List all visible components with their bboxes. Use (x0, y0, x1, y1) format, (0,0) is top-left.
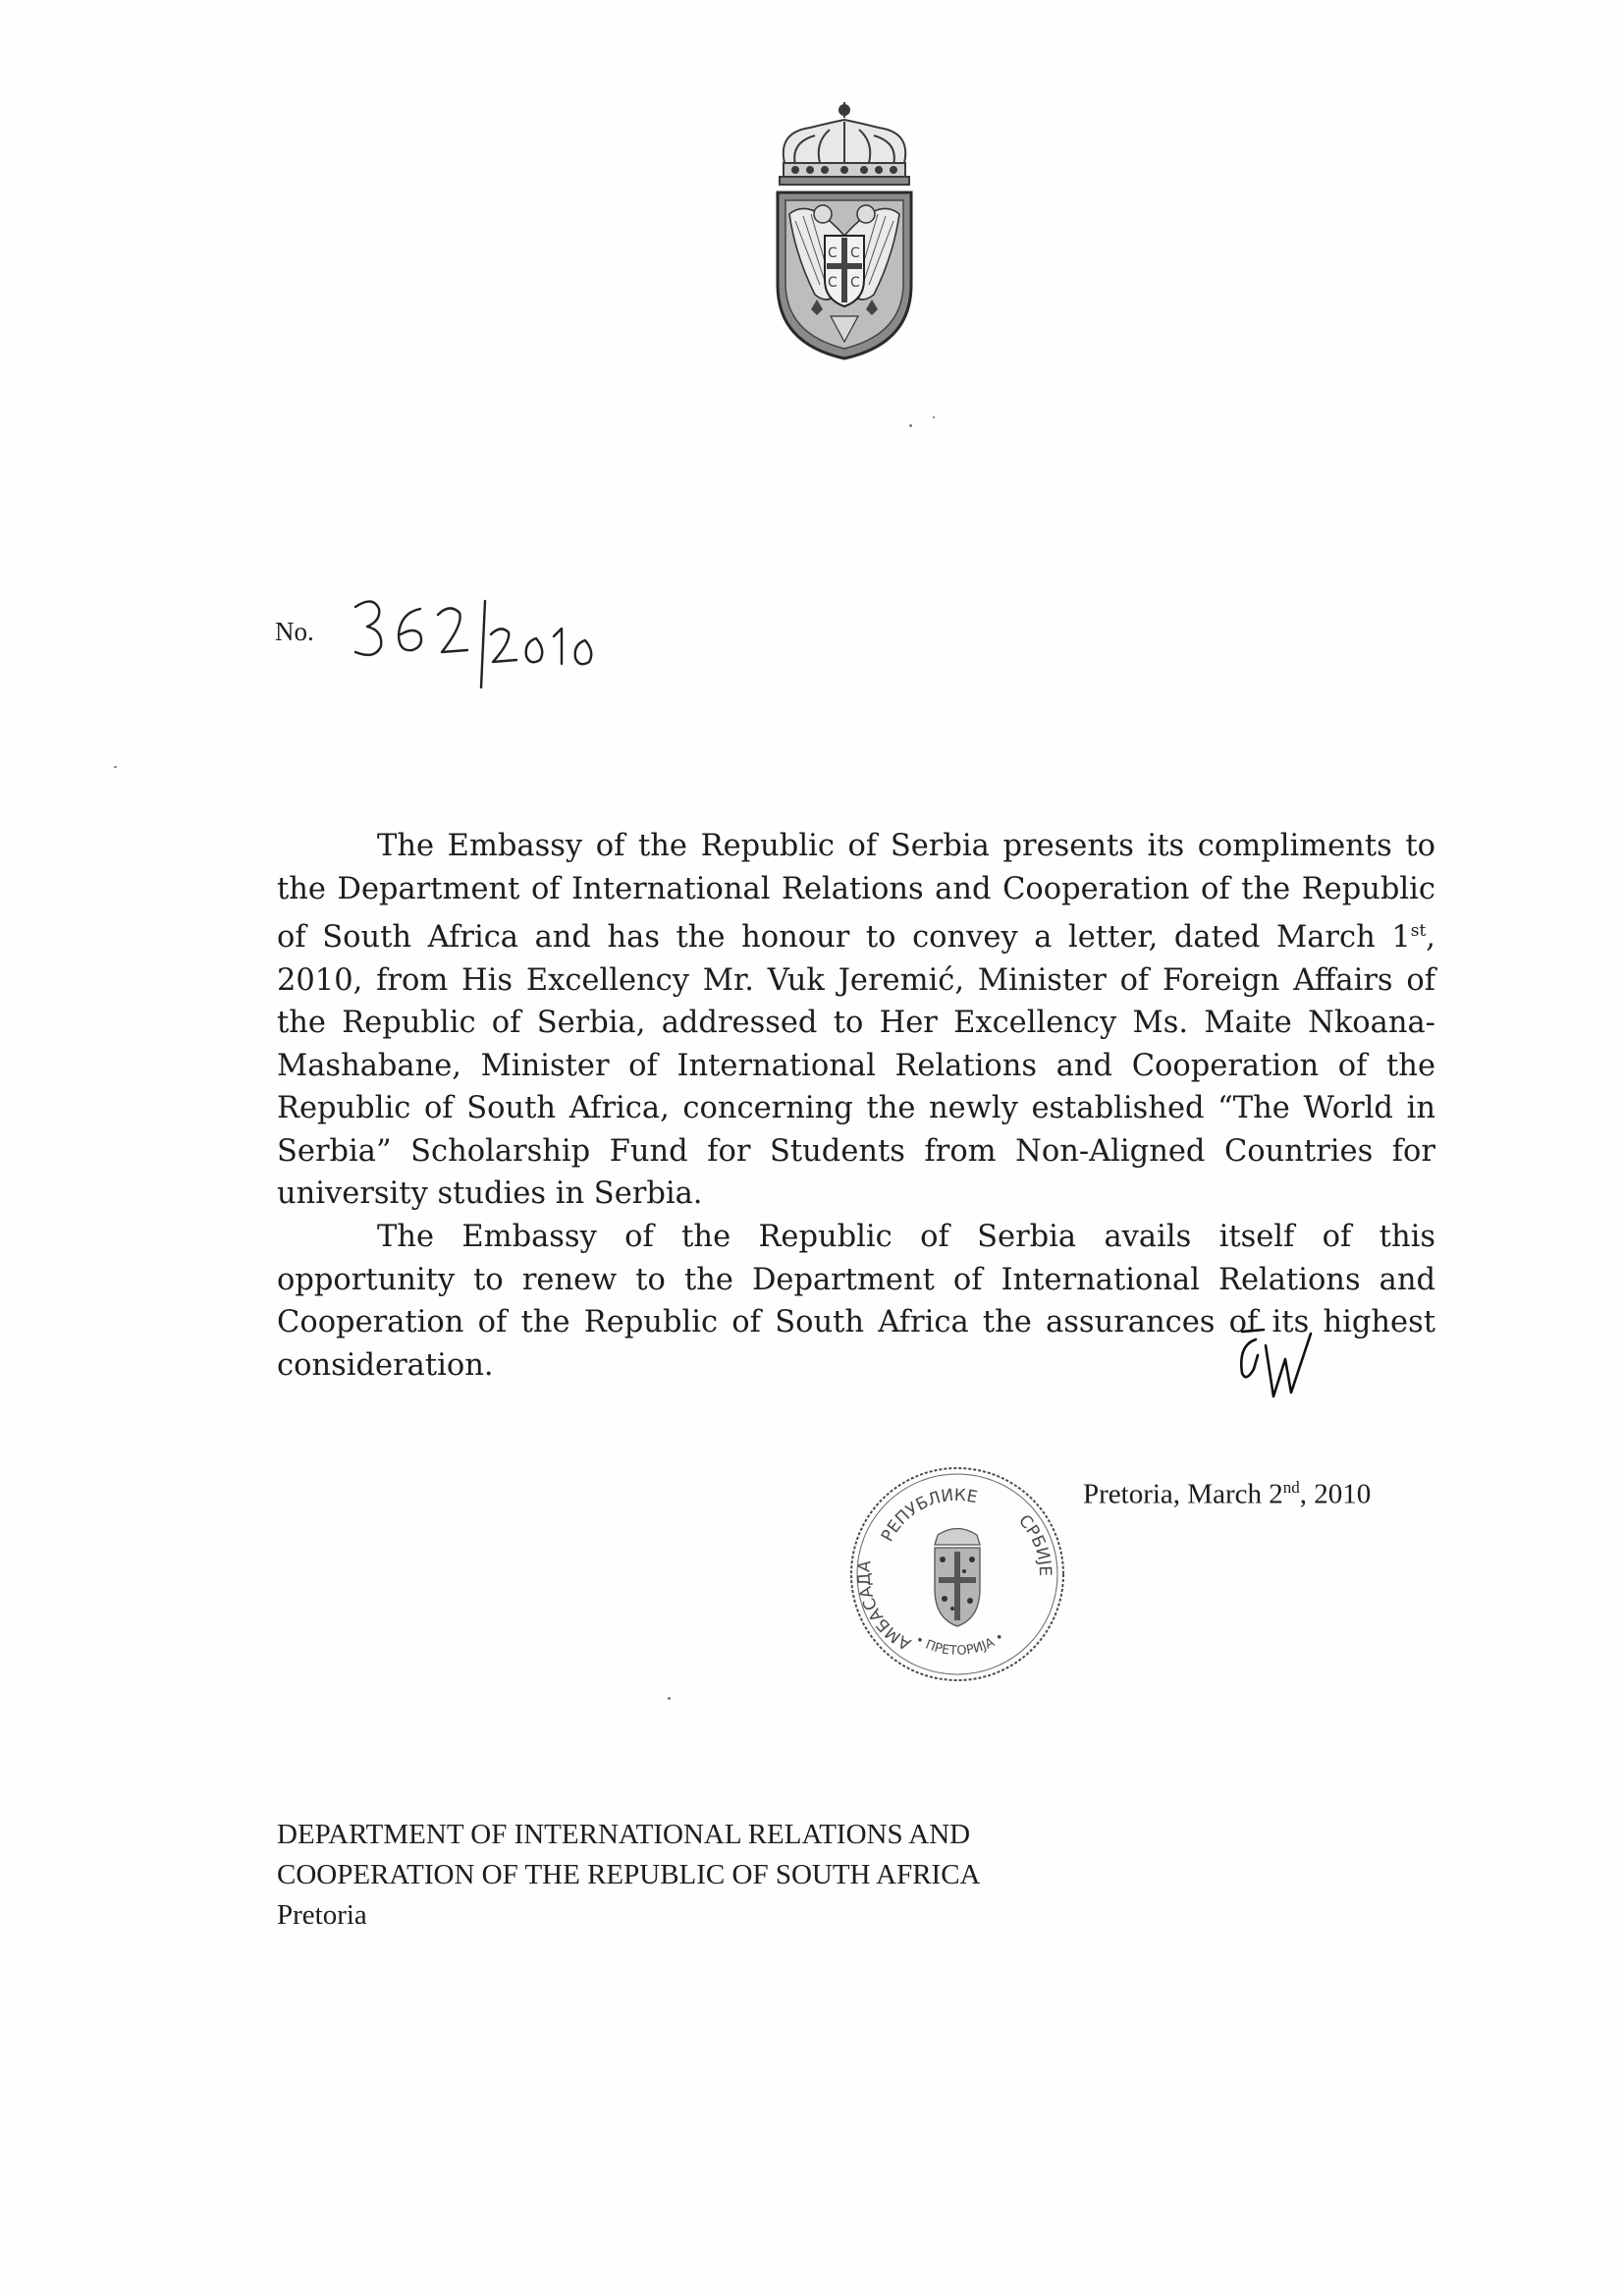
svg-text:С: С (850, 275, 860, 291)
stamp-right-text: СРБИЈЕ (1014, 1510, 1055, 1577)
date-text-a: Pretoria, March 2 (1083, 1478, 1283, 1510)
svg-text:С: С (850, 246, 860, 261)
paragraph1-superscript: st (1410, 921, 1427, 941)
handwritten-reference-number (344, 589, 677, 707)
serbia-coat-of-arms-emblem (766, 98, 923, 363)
place-and-date (1083, 1478, 1371, 1511)
svg-text:АМБАСАДА (854, 1559, 914, 1654)
svg-text:С: С (828, 275, 838, 291)
addressee-line-2: COOPERATION OF THE REPUBLIC OF SOUTH AFRICA (277, 1859, 981, 1890)
body-paragraph-1 (277, 825, 1435, 1216)
stamp-left-text: АМБАСАДА (854, 1559, 915, 1654)
addressee-line-1: DEPARTMENT OF INTERNATIONAL RELATIONS AND (277, 1819, 971, 1850)
reference-label: No. (275, 617, 314, 646)
reference-number (275, 589, 766, 707)
svg-text:С: С (828, 246, 838, 261)
addressee-block (277, 1815, 981, 1936)
paragraph1-text-b: , 2010, from His Excellency Mr. Vuk Jeremić, Minister of Foreign Affairs of the Republic of Serbia, addressed to Her Excellency Ms. Maite Nkoana-Mashabane, Minister of International Relations and Cooperation of the Republic of South Africa, concerning the newly established “The World in Serbia” Scholarship Fund for Students from Non-Aligned Countries for university studies in Serbia. (277, 920, 1435, 1212)
addressee-line-3: Pretoria (277, 1899, 367, 1931)
stamp-bottom-text: • ПРЕТОРИЈА • (912, 1629, 1007, 1660)
handwritten-initials-signature (1232, 1326, 1330, 1404)
body-paragraph-2: The Embassy of the Republic of Serbia avails itself of this opportunity to renew to the Department of International Relations and Cooperation of the Republic of South Africa the assurances of its highest consideration. (277, 1220, 1435, 1383)
embassy-stamp-seal (844, 1461, 1070, 1687)
paragraph1-text-a: The Embassy of the Republic of Serbia presents its compliments to the Department of International Relations and Cooperation of the Republic of South Africa and has the honour to convey a letter, dated March 1 (277, 829, 1435, 956)
date-text-b: , 2010 (1299, 1478, 1372, 1510)
stamp-top-text: РЕПУБЛИКЕ (877, 1485, 980, 1546)
date-superscript: nd (1282, 1478, 1300, 1497)
svg-text:• ПРЕТОРИЈА • (912, 1630, 1007, 1660)
